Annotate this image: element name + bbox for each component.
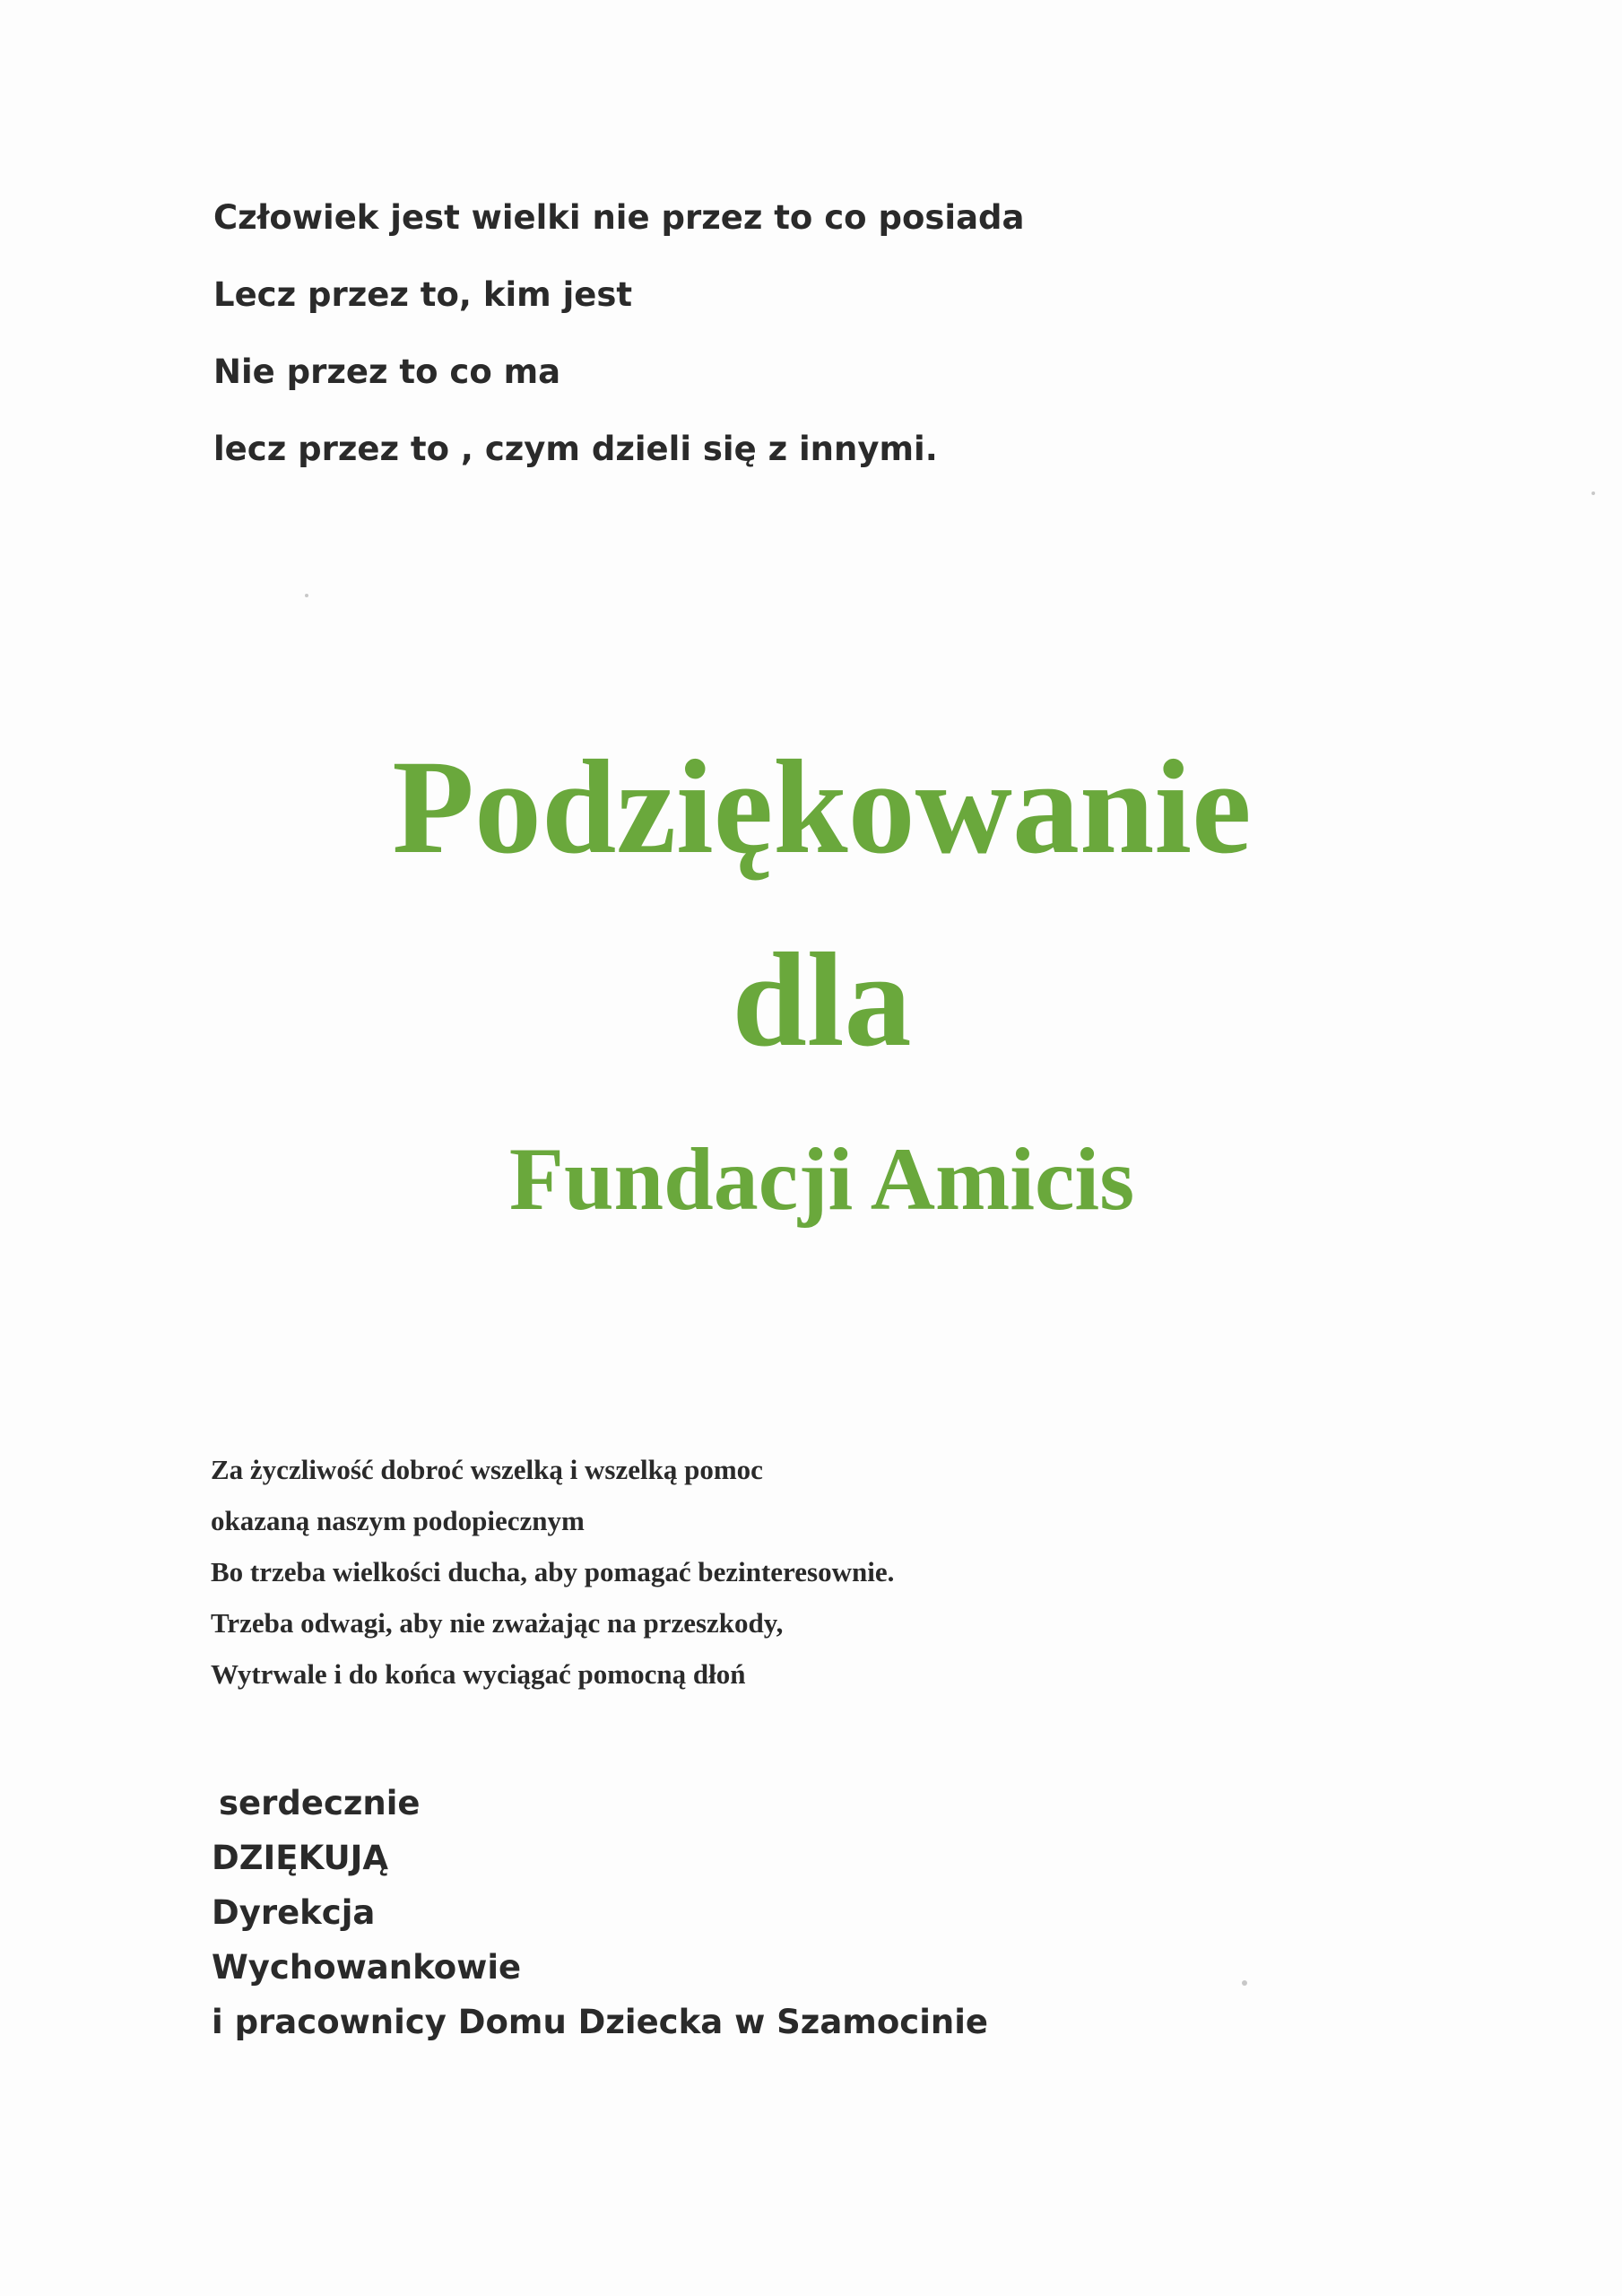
thank-you-body [211,1444,894,1700]
scan-speck [1592,491,1595,495]
signature-block [212,1776,988,2049]
motto-quote [213,179,1025,488]
motto-line: Lecz przez to, kim jest [213,275,633,314]
body-line: Bo trzeba wielkości ducha, aby pomagać bezinteresownie. [211,1556,895,1587]
signature-line: Dyrekcja [212,1893,376,1932]
signature-line: Wychowankowie [212,1948,522,1987]
motto-line: Człowiek jest wielki nie przez to co posiada [213,198,1025,237]
signature-line: serdecznie [219,1784,421,1822]
scan-speck [1242,1980,1247,1986]
motto-line: lecz przez to , czym dzieli się z innymi. [213,430,938,468]
title-organization: Fundacji Amicis [508,1129,1135,1229]
title-main: Podziękowanie [392,733,1252,882]
signature-line: i pracownicy Domu Dziecka w Szamocinie [212,2003,988,2041]
signature-line: DZIĘKUJĄ [212,1839,389,1877]
body-line: Wytrwale i do końca wyciągać pomocną dłoń [211,1658,746,1690]
scan-speck [305,594,308,597]
body-line: okazaną naszym podopiecznym [211,1505,585,1536]
title-connector: dla [732,926,912,1074]
motto-line: Nie przez to co ma [213,352,561,391]
body-line: Trzeba odwagi, aby nie zważając na przeszkody, [211,1607,784,1639]
body-line: Za życzliwość dobroć wszelką i wszelką pomoc [211,1454,763,1485]
